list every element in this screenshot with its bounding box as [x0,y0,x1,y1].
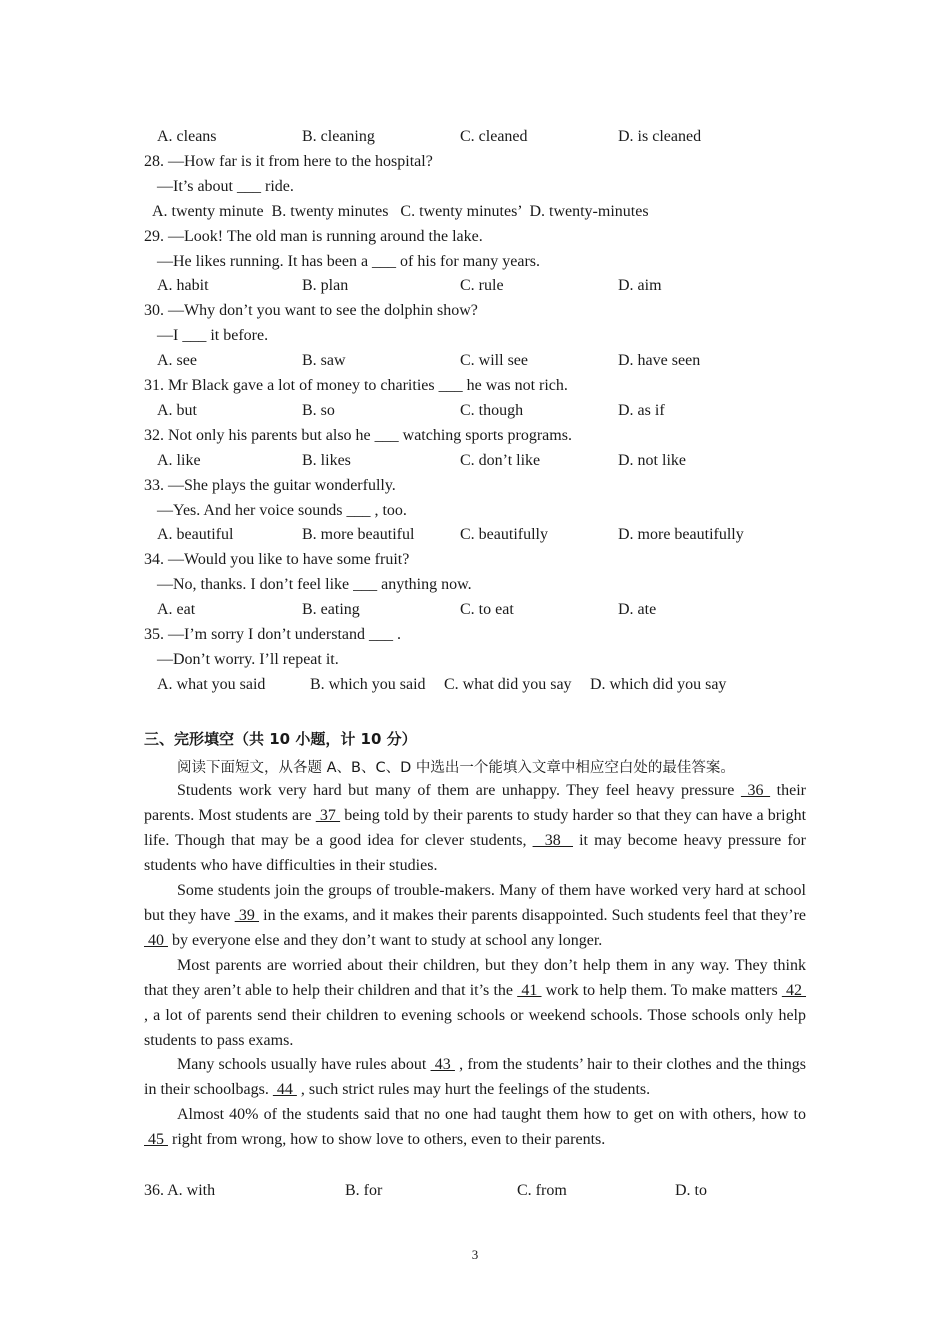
q36-option-c: C. from [517,1182,567,1199]
q32-option-b: B. likes [302,452,351,469]
q29-option-d: D. aim [618,277,662,294]
passage-paragraph-2: Some students join the groups of trouble-makers. Many of them have worked very hard at school but they have 39 in the exams, and it makes their parents disappointed. Such students feel that they’re 40 by everyone else and they don’t want to study at school any longer. [144,882,807,949]
q35-option-b: B. which you said [310,676,426,693]
q32-stem: 32. Not only his parents but also he ___ watching sports programs. [144,427,572,444]
q31-option-b: B. so [302,402,335,419]
q28-options: A. twenty minute B. twenty minutes C. twenty minutes’ D. twenty-minutes [152,203,649,220]
blank-45[interactable]: 45 [144,1130,168,1148]
q35-option-c: C. what did you say [444,676,572,693]
blank-40[interactable]: 40 [144,931,168,949]
blank-38[interactable]: 38 [532,831,573,849]
q35-option-d: D. which did you say [590,676,727,693]
q32-option-a: A. like [157,452,201,469]
q31-option-c: C. though [460,402,524,419]
q30-option-a: A. see [157,352,197,369]
q29-option-a: A. habit [157,277,209,294]
q30-reply: —I ___ it before. [157,327,269,344]
q35-option-a: A. what you said [157,676,266,693]
q33-reply: —Yes. And her voice sounds ___ , too. [157,502,407,519]
section-heading: 三、完形填空（共 10 小题，计 10 分） [144,730,417,748]
q33-option-a: A. beautiful [157,526,234,543]
q30-option-d: D. have seen [618,352,701,369]
q27-option-c: C. cleaned [460,128,528,145]
q29-stem: 29. —Look! The old man is running around the lake. [144,228,483,245]
passage-paragraph-1: Students work very hard but many of them are unhappy. They feel heavy pressure 36 their parents. Most students are 37 being told by their parents to study harder so that they can have a bright life. Though that may be a good idea for clever students, 38 it may become heavy pressure for students who have difficulties in their studies. [144,782,807,874]
blank-42[interactable]: 42 [781,981,807,999]
q34-stem: 34. —Would you like to have some fruit? [144,551,410,568]
blank-44[interactable]: 44 [272,1080,297,1098]
blank-36[interactable]: 36 [740,782,771,799]
q35-stem: 35. —I’m sorry I don’t understand ___ . [144,626,401,643]
q33-option-d: D. more beautifully [618,526,744,543]
q29-option-b: B. plan [302,277,349,294]
q33-stem: 33. —She plays the guitar wonderfully. [144,477,396,494]
q31-stem: 31. Mr Black gave a lot of money to charities ___ he was not rich. [144,377,568,394]
page-number: 3 [471,1247,479,1262]
blank-39[interactable]: 39 [234,906,260,924]
q31-option-d: D. as if [618,402,665,419]
q36-option-a: 36. A. with [144,1182,216,1199]
q27-option-d: D. is cleaned [618,128,702,145]
q30-option-b: B. saw [302,352,346,369]
q28-stem: 28. —How far is it from here to the hospital? [144,153,433,170]
q27-option-b: B. cleaning [302,128,375,145]
q36-option-d: D. to [675,1182,707,1199]
blank-43[interactable]: 43 [430,1056,455,1073]
q29-option-c: C. rule [460,277,504,294]
q36-option-b: B. for [345,1182,383,1199]
q27-option-a: A. cleans [157,128,217,145]
q29-reply: —He likes running. It has been a ___ of his for many years. [157,253,541,270]
q34-option-b: B. eating [302,601,360,618]
q28-reply: —It’s about ___ ride. [157,178,294,195]
section-instruction: 阅读下面短文，从各题 A、B、C、D 中选出一个能填入文章中相应空白处的最佳答案。 [177,760,735,776]
passage-paragraph-5: Almost 40% of the students said that no one had taught them how to get on with others, how to 45 right from wrong, how to show love to others, even to their parents. [144,1106,806,1148]
q34-option-d: D. ate [618,601,657,618]
q34-option-c: C. to eat [460,601,514,618]
q30-stem: 30. —Why don’t you want to see the dolphin show? [144,302,478,319]
passage-paragraph-4: Many schools usually have rules about 43 , from the students’ hair to their clothes and the things in their schoolbags. 44 , such strict rules may hurt the feelings of the students. [144,1056,806,1098]
q31-option-a: A. but [157,402,197,419]
q34-option-a: A. eat [157,601,196,618]
q35-reply: —Don’t worry. I’ll repeat it. [157,651,339,668]
passage-paragraph-3: Most parents are worried about their children, but they don’t help them in any way. They think that they aren’t able to help their children and that it’s the 41 work to help them. To make matters 42 , a lot of parents send their children to evening schools or weekend schools. Those schools only help students to pass exams. [144,957,807,1049]
q32-option-c: C. don’t like [460,452,541,469]
q30-option-c: C. will see [460,352,528,369]
q32-option-d: D. not like [618,452,686,469]
q34-reply: —No, thanks. I don’t feel like ___ anything now. [157,576,472,593]
blank-37[interactable]: 37 [315,806,341,824]
q33-option-b: B. more beautiful [302,526,415,543]
blank-41[interactable]: 41 [517,981,542,999]
q33-option-c: C. beautifully [460,526,548,543]
